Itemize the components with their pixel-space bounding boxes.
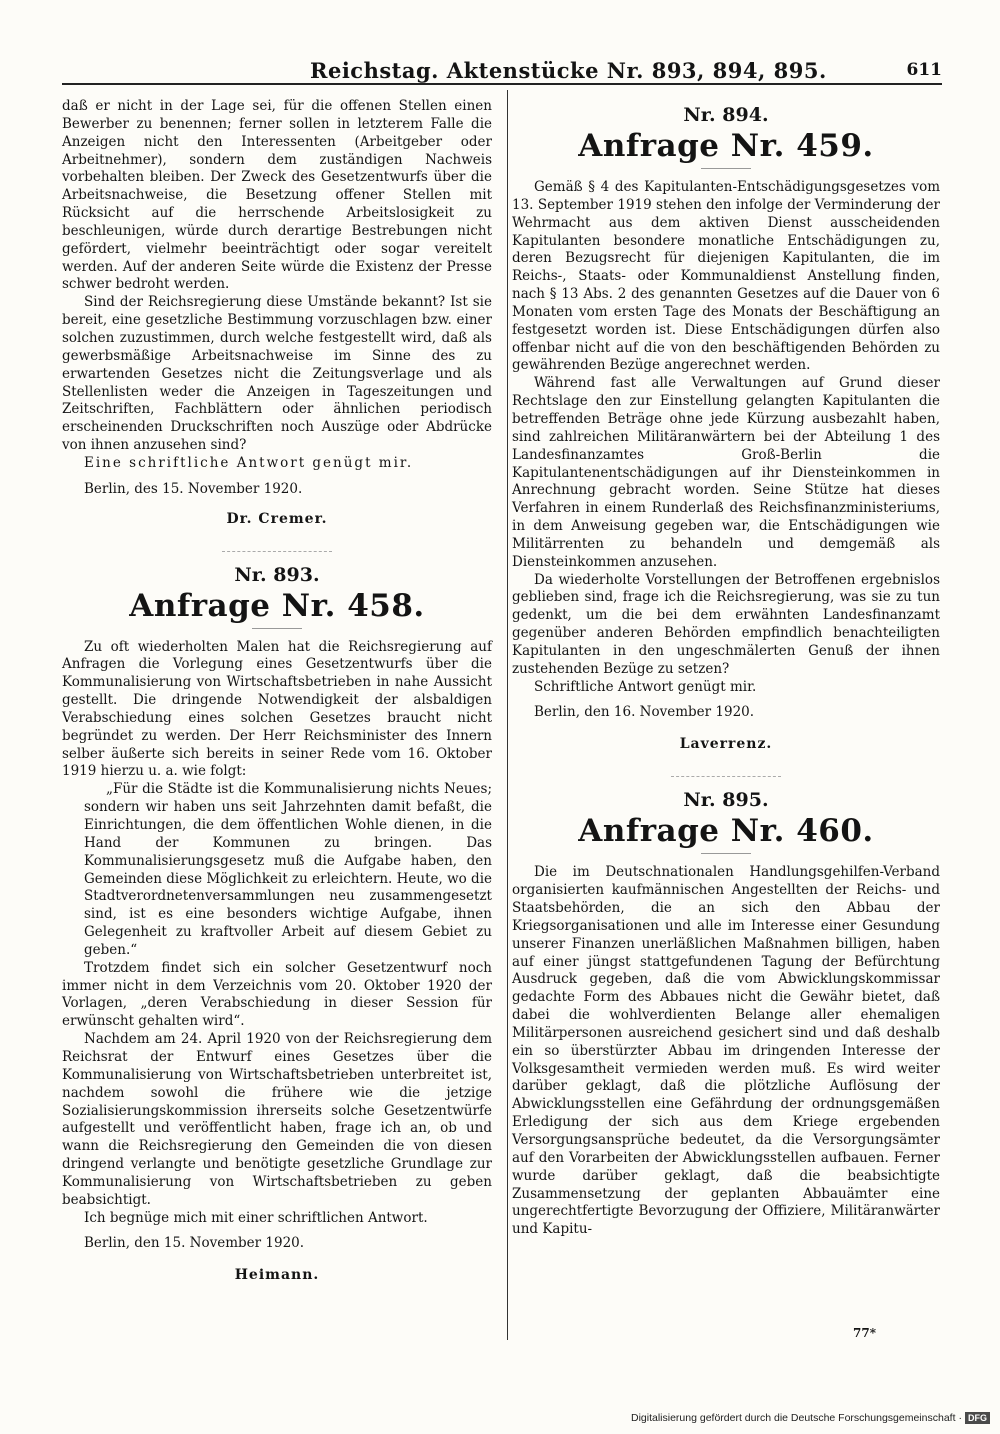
inquiry-heading: Anfrage Nr. 459. (578, 128, 874, 164)
left-column (62, 98, 492, 1283)
document-number: Nr. 895. (683, 789, 769, 812)
heading-rule (701, 853, 751, 854)
paragraph: Gemäß § 4 des Kapitulanten-Entschädigungsgesetzes vom 13. September 1919 stehen den infolge der Verminderung der Wehrmacht aus dem aktiven Dienst ausscheidenden Kapitulanten besondere monatliche Entschädigungen zu, deren Bezugsrecht für diejenigen Kapitulanten, die im Reichs-, Staats- oder Kommunaldienst Anstellung finden, nach § 13 Abs. 2 des genannten Gesetzes auf die Dauer von 6 Monaten vom ersten Tage des Monats der Beschäftigung an festgesetzt worden ist. Diese Entschädigungen dürfen also offenbar nicht auf die von den beschäftigenden Behörden zu gewährenden Bezüge angerechnet werden. (512, 179, 940, 374)
section-separator (222, 551, 332, 552)
sheet-signature-mark: 77* (853, 1326, 876, 1340)
column-divider (507, 90, 508, 1340)
paragraph: Während fast alle Verwaltungen auf Grund dieser Rechtslage den zur Einstellung gelangten Kapitulanten die betreffenden Beträge ohne jede Kürzung ausbezahlt haben, sind zahlreichen Militäranwärtern bei der Abteilung 1 des Landesfinanzamtes Groß-Berlin die Kapitulantenentschädigungen auf ihr Diensteinkommen in Anrechnung gebracht worden. Seine Stütze hat dieses Verfahren in einem Runderlaß des Reichsfinanzministeriums, in dem Anweisung gegeben war, die Entschädigungen wie Militärrenten zu behandeln und demgemäß als Diensteinkommen anzusehen. (512, 375, 940, 570)
paragraph: Nachdem am 24. April 1920 von der Reichsregierung dem Reichsrat der Entwurf eines Gesetzes über die Kommunalisierung von Wirtschaftsbetrieben unterbreitet ist, nachdem sowohl die frühere wie die jetzige Sozialisierungskommission ihrerseits solche Gesetzentwürfe aufgestellt und veröffentlicht haben, frage ich an, ob und wann die Reichsregierung den Gemeinden die von diesen dringend verlangte und benötigte gesetzliche Grundlage zur Kommunalisierung von Wirtschaftsbetrieben zu geben beabsichtigt. (62, 1031, 492, 1208)
paragraph: Ich begnüge mich mit einer schriftlichen Antwort. (84, 1209, 428, 1226)
paragraph: Schriftliche Antwort genügt mir. (534, 678, 757, 695)
paragraph: daß er nicht in der Lage sei, für die offenen Stellen einen Bewerber zu benennen; ferner sollen in letzterem Falle die Anzeigen nicht den Interessenten (Arbeitgeber oder Arbeitnehmer), sondern dem zuständigen Nachweis vorbehalten bleiben. Der Zweck des Gesetzentwurfs über die Arbeitsnachweise, die Besetzung offener Stellen mit Rücksicht auf die herrschende Arbeitslosigkeit zu beschleunigen, würde durch derartige Bestrebungen nicht gefördert, vielmehr beeinträchtigt oder sogar vereitelt werden. Auf der anderen Seite würde die Existenz der Presse schwer bedroht werden. (62, 98, 492, 293)
paragraph: Die im Deutschnationalen Handlungsgehilfen-Verband organisierten kaufmännischen Angestellten der Reichs- und Staatsbehörden, die an sich den Abbau der Kriegsorganisationen und alle im Interesse einer Gesundung unserer Finanzen unerläßlichen Maßnahmen billigen, haben auf einer jüngst stattgefundenen Tagung der Befürchtung Ausdruck gegeben, daß die vom Abwicklungskommissar gedachte Form des Abbaues nicht die Gewähr bietet, daß dabei die wohlverdienten Belange aller ehemaligen Militärpersonen ausreichend gesichert sind und daß deshalb ein so überstürzter Abbau im dringenden Interesse der Volksgesamtheit vermieden werden muß. Es wird weiter darüber geklagt, daß die plötzliche Auflösung der Abwicklungsstellen eine Gefährdung der ordnungsgemäßen Erledigung der sich aus dem Kriege ergebenden Versorgungsansprüche bedeutet, da die Versorgungsämter auf den Vorarbeiten der Abwicklungsstellen aufbauen. Ferner wurde darüber geklagt, daß die beabsichtigte Zusammensetzung der geplanten Abbauämter eine ungerechtfertigte Bevorzugung der Offiziere, Militäranwärter und Kapitu- (512, 864, 940, 1238)
running-header (62, 56, 942, 86)
date-line: Berlin, den 15. November 1920. (84, 1235, 305, 1252)
document-number: Nr. 894. (683, 104, 769, 126)
paragraph: Da wiederholte Vorstellungen der Betroffenen ergebnislos geblieben sind, frage ich die Reichsregierung, was sie zu tun gedenkt, um die bei dem erwähnten Landesfinanzamt gegenüber anderen Behörden empfindlich benachteiligten Kapitulanten in den ungeschmälerten Genuß der ihnen zustehenden Bezüge zu setzen? (512, 571, 940, 677)
quotation: „Für die Städte ist die Kommunalisierung nichts Neues; sondern wir haben uns seit Jahrzehnten damit befaßt, die Einrichtungen, die dem öffentlichen Wohle dienen, in die Hand der Kommunen zu bringen. Das Kommunalisierungsgesetz muß die Aufgabe haben, den Gemeinden diese Möglichkeit zu erleichtern. Heute, wo die Stadtverordnetenversammlungen neu zusammengesetzt sind, ist es eine besonders wichtige Aufgabe, ihnen Gelegenheit zu kraftvoller Arbeit auf diesem Gebiet zu geben.“ (84, 781, 492, 958)
section-separator (671, 776, 781, 777)
signature: Laverrenz. (679, 736, 773, 753)
heading-rule (701, 168, 751, 169)
header-title: Reichstag. Aktenstücke Nr. 893, 894, 895. (310, 58, 827, 83)
paragraph: Trotzdem findet sich ein solcher Gesetzentwurf noch immer nicht in dem Verzeichnis vom 20. Oktober 1920 der Vorlagen, „deren Verabschiedung in dieser Session für erwünscht gehalten wird“. (62, 959, 492, 1030)
paragraph: Zu oft wiederholten Malen hat die Reichsregierung auf Anfragen die Vorlegung eines Gesetzentwurfs über die Kommunalisierung von Wirtschaftsbetrieben in nahe Aussicht gestellt. Die dringende Notwendigkeit der alsbaldigen Verabschiedung eines solchen Gesetzes braucht nicht begründet zu werden. Der Herr Reichsminister des Innern selber äußerte sich bereits in seiner Rede vom 16. Oktober 1919 hierzu u. a. wie folgt: (62, 638, 492, 780)
signature: Dr. Cremer. (226, 510, 328, 527)
dfg-logo: DFG (965, 1412, 990, 1424)
signature: Heimann. (234, 1267, 320, 1284)
date-line: Berlin, des 15. November 1920. (84, 480, 303, 497)
inquiry-heading: Anfrage Nr. 460. (578, 813, 874, 850)
paragraph: Eine schriftliche Antwort genügt mir. (84, 454, 414, 471)
footer-text: Digitalisierung gefördert durch die Deutsche Forschungsgemeinschaft (630, 1412, 956, 1424)
digitization-footer (631, 1412, 990, 1424)
heading-rule (252, 628, 302, 629)
paragraph: Sind der Reichsregierung diese Umstände bekannt? Ist sie bereit, eine gesetzliche Bestimmung vorzuschlagen bzw. einer solchen zuzustimmen, durch welche festgestellt wird, daß als gewerbsmäßige Arbeitsnachweise im Sinne des zu erwartenden Gesetzes nicht die Zeitungsverlage und als Stellenlisten weder die Anzeigen in Tageszeitungen und Zeitschriften, Fachblättern oder ähnlichen periodisch erscheinenden Druckschriften noch Auszüge oder Abdrücke von ihnen anzusehen sind? (62, 294, 492, 454)
date-line: Berlin, den 16. November 1920. (534, 704, 755, 721)
header-rule (62, 83, 942, 85)
document-number: Nr. 893. (234, 563, 320, 586)
right-column (512, 98, 940, 1239)
inquiry-heading: Anfrage Nr. 458. (129, 587, 425, 624)
separator-dot: · (958, 1412, 962, 1424)
page-number: 611 (906, 60, 942, 80)
